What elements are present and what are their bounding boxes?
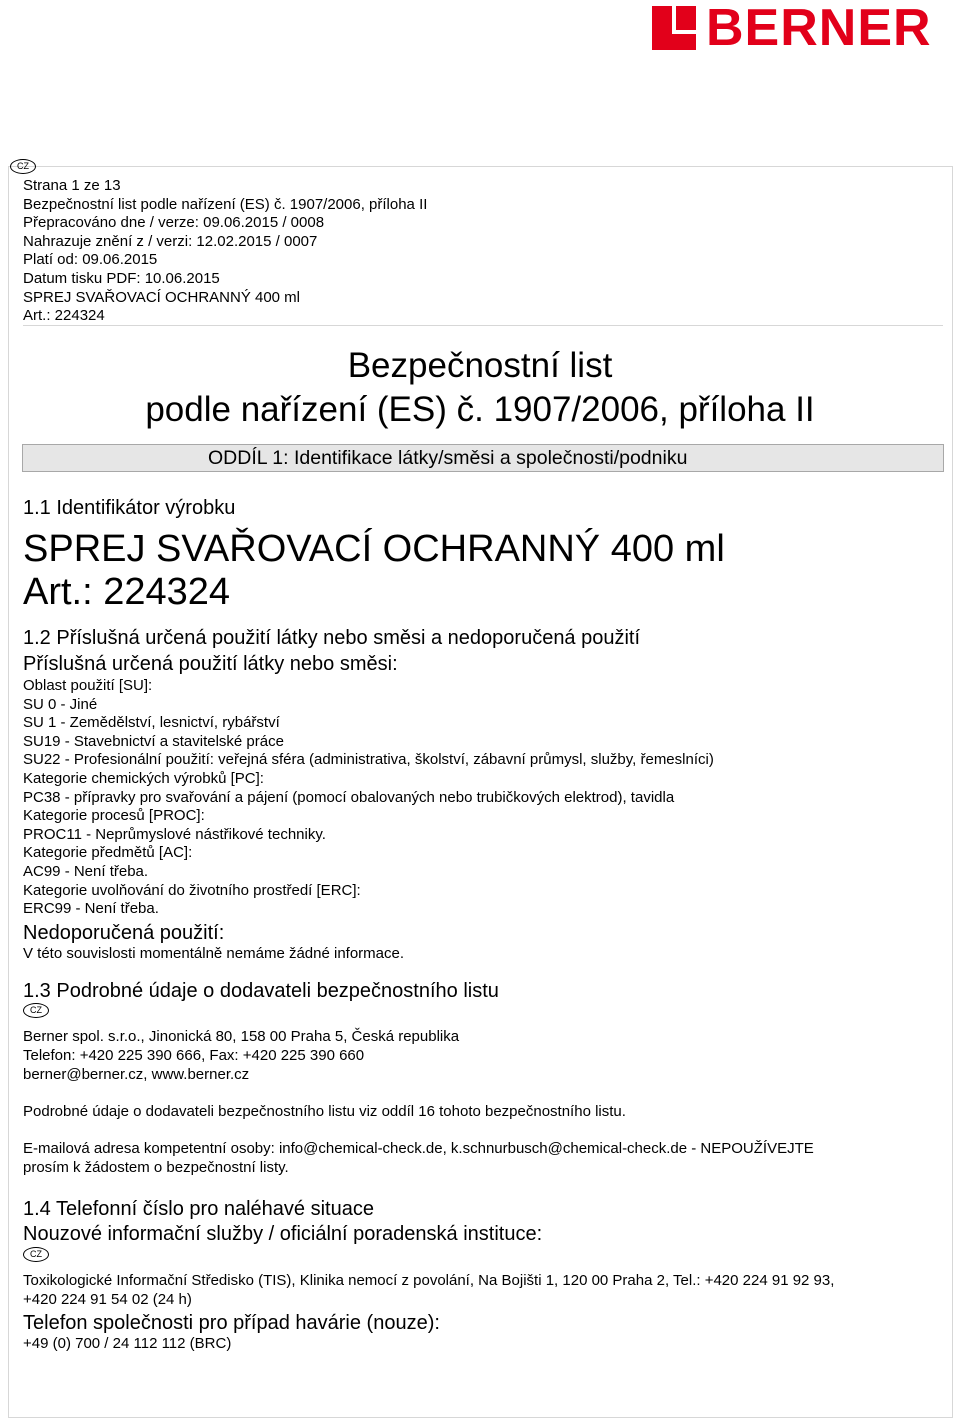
revision-line: Přepracováno dne / verze: 09.06.2015 / 0008 [23, 214, 325, 232]
document-subtitle: podle nařízení (ES) č. 1907/2006, příloha II [145, 390, 815, 429]
cz-language-badge: CZ [10, 159, 36, 174]
document-header [23, 177, 427, 326]
regulation-line: Bezpečnostní list podle nařízení (ES) č. 1907/2006, příloha II [23, 195, 428, 213]
s12-not-recommended-heading: Nedoporučená použití: [23, 922, 225, 944]
s13-web: berner@berner.cz, www.berner.cz [23, 1066, 250, 1083]
s12-heading: 1.2 Příslušná určená použití látky nebo směsi a nedoporučená použití [23, 627, 641, 649]
s13-address: Berner spol. s.r.o., Jinonická 80, 158 00 Praha 5, Česká republika [23, 1028, 460, 1045]
replaces-line: Nahrazuje znění z / verzi: 12.02.2015 / 0007 [23, 232, 318, 250]
s12-subheading: Příslušná určená použití látky nebo směsi: [23, 653, 398, 675]
section-1-title: ODDÍL 1: Identifikace látky/směsi a společnosti/podniku [208, 447, 688, 469]
s14-tis-line-1: Toxikologické Informační Středisko (TIS), Klinika nemocí z povolání, Na Bojišti 1, 120 00 Praha 2, Tel.: +420 224 91 92 93, [23, 1272, 835, 1289]
list-item: Oblast použití [SU]: [23, 677, 153, 694]
print-date-line: Datum tisku PDF: 10.06.2015 [23, 269, 220, 287]
list-item: Kategorie předmětů [AC]: [23, 844, 193, 862]
document-title: Bezpečnostní list [347, 346, 613, 385]
s13-email-line-2: prosím k žádostem o bezpečnostní listy. [23, 1159, 289, 1176]
s14-company-phone: +49 (0) 700 / 24 112 112 (BRC) [23, 1335, 232, 1352]
page-number: Strana 1 ze 13 [23, 177, 121, 194]
product-name-line: SPREJ SVAŘOVACÍ OCHRANNÝ 400 ml [23, 288, 301, 306]
list-item: SU19 - Stavebnictví a stavitelské práce [23, 732, 284, 750]
cz-language-badge: CZ [23, 1247, 49, 1262]
list-item: Kategorie uvolňování do životního prostředí [ERC]: [23, 881, 361, 899]
berner-logo-mark [652, 6, 696, 50]
list-item: Kategorie procesů [PROC]: [23, 807, 205, 825]
s12-not-recommended-text: V této souvislosti momentálně nemáme žádné informace. [23, 945, 405, 962]
cz-language-badge: CZ [23, 1003, 49, 1018]
berner-logo [652, 0, 932, 57]
s14-company-heading: Telefon společnosti pro případ havárie (nouze): [23, 1312, 440, 1334]
s14-tis-line-2: +420 224 91 54 02 (24 h) [23, 1291, 192, 1308]
s13-email-line-1: E-mailová adresa kompetentní osoby: info@chemical-check.de, k.schnurbusch@chemical-check.de - NEPOUŽÍVEJTE [23, 1140, 814, 1157]
section-1-heading [22, 444, 944, 472]
list-item: PROC11 - Neprůmyslové nástřikové techniky. [23, 825, 326, 843]
s14-heading: 1.4 Telefonní číslo pro naléhavé situace [23, 1198, 374, 1220]
list-item: ERC99 - Není třeba. [23, 900, 159, 918]
valid-from-line: Platí od: 09.06.2015 [23, 251, 158, 269]
list-item: SU 0 - Jiné [23, 695, 98, 713]
s14-subheading: Nouzové informační služby / oficiální poradenská instituce: [23, 1223, 543, 1245]
list-item: Kategorie chemických výrobků [PC]: [23, 769, 264, 787]
list-item: PC38 - přípravky pro svařování a pájení (pomocí obalovaných nebo trubičkových elektrod), tavidla [23, 788, 675, 806]
s13-heading: 1.3 Podrobné údaje o dodavateli bezpečnostního listu [23, 980, 499, 1002]
s11-heading: 1.1 Identifikátor výrobku [23, 497, 236, 519]
list-item: SU 1 - Zemědělství, lesnictví, rybářství [23, 714, 280, 732]
s13-phone: Telefon: +420 225 390 666, Fax: +420 225 390 660 [23, 1047, 365, 1064]
s11-article-number: Art.: 224324 [23, 571, 231, 613]
header-divider [23, 325, 943, 326]
berner-logo-text: BERNER [706, 0, 932, 57]
s11-product-name: SPREJ SVAŘOVACÍ OCHRANNÝ 400 ml [23, 528, 725, 570]
article-number-line: Art.: 224324 [23, 307, 105, 325]
s13-note: Podrobné údaje o dodavateli bezpečnostního listu viz oddíl 16 tohoto bezpečnostního listu. [23, 1103, 626, 1120]
list-item: AC99 - Není třeba. [23, 862, 149, 880]
s12-use-list [23, 677, 714, 919]
list-item: SU22 - Profesionální použití: veřejná sféra (administrativa, školství, zábavní průmysl, služby, řemeslníci) [23, 751, 714, 769]
